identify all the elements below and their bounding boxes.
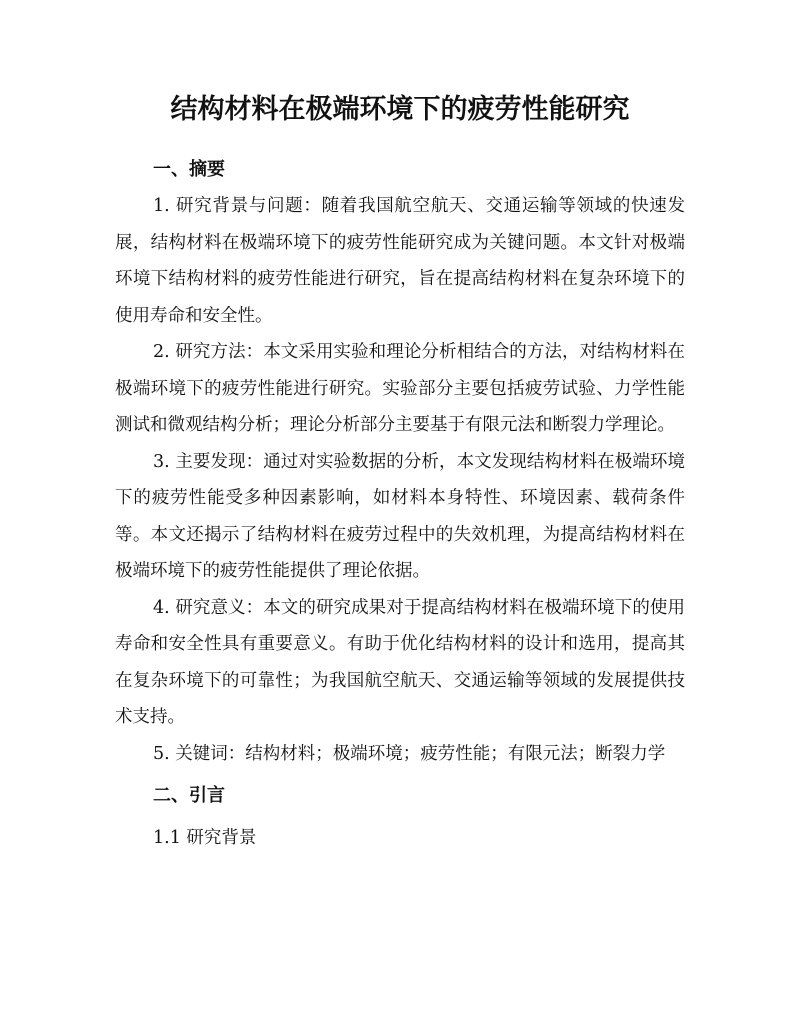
abstract-paragraph-significance: 4. 研究意义：本文的研究成果对于提高结构材料在极端环境下的使用寿命和安全性具有重要意义。有助于优化结构材料的设计和选用，提高其在复杂环境下的可靠性；为我国航空航天、交通运输等领域的发展提供技术支持。 (115, 597, 685, 727)
section-heading-abstract: 一、摘要 (153, 159, 225, 180)
document-title: 结构材料在极端环境下的疲劳性能研究 (170, 94, 630, 125)
abstract-paragraph-method: 2. 研究方法：本文采用实验和理论分析相结合的方法，对结构材料在极端环境下的疲劳性能进行研究。实验部分主要包括疲劳试验、力学性能测试和微观结构分析；理论分析部分主要基于有限元法和断裂力学理论。 (115, 342, 685, 435)
subsection-heading-background: 1.1 研究背景 (153, 828, 257, 848)
section-heading-introduction: 二、引言 (153, 785, 225, 806)
abstract-paragraph-background: 1. 研究背景与问题：随着我国航空航天、交通运输等领域的快速发展，结构材料在极端环境下的疲劳性能研究成为关键问题。本文针对极端环境下结构材料的疲劳性能进行研究，旨在提高结构材料在复杂环境下的使用寿命和安全性。 (115, 196, 685, 326)
document-page (115, 86, 685, 857)
abstract-paragraph-findings: 3. 主要发现：通过对实验数据的分析，本文发现结构材料在极端环境下的疲劳性能受多种因素影响，如材料本身特性、环境因素、载荷条件等。本文还揭示了结构材料在疲劳过程中的失效机理，为提高结构材料在极端环境下的疲劳性能提供了理论依据。 (115, 451, 685, 581)
abstract-paragraph-keywords: 5. 关键词：结构材料；极端环境；疲劳性能；有限元法；断裂力学 (153, 743, 666, 764)
